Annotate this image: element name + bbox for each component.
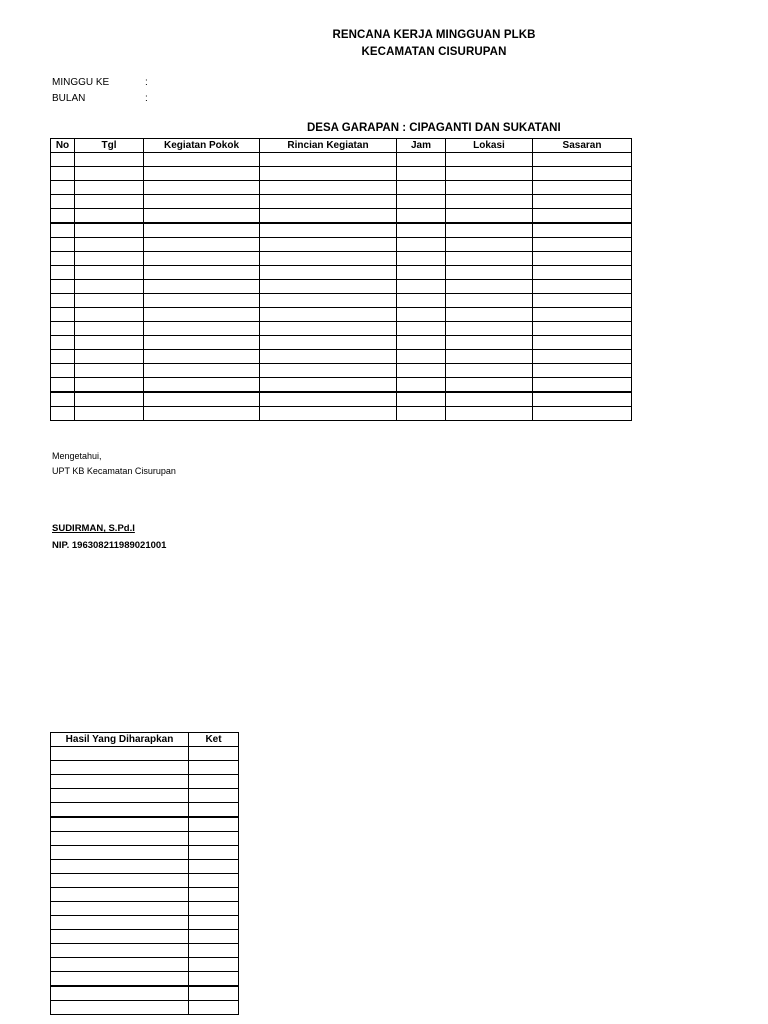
- table-cell: [189, 860, 239, 874]
- table-cell: [533, 223, 632, 238]
- table-cell: [446, 294, 533, 308]
- table-row: [51, 308, 632, 322]
- table-cell: [446, 252, 533, 266]
- header-rincian-kegiatan: Rincian Kegiatan: [260, 139, 397, 153]
- table-row: [51, 902, 239, 916]
- table-cell: [51, 888, 189, 902]
- table-cell: [260, 153, 397, 167]
- table-cell: [51, 364, 75, 378]
- table-cell: [75, 322, 144, 336]
- table-cell: [144, 280, 260, 294]
- table-cell: [446, 392, 533, 407]
- table-cell: [51, 209, 75, 224]
- table-cell: [533, 378, 632, 393]
- table-cell: [144, 294, 260, 308]
- table-row: [51, 888, 239, 902]
- table-cell: [397, 252, 446, 266]
- table-cell: [51, 916, 189, 930]
- table-cell: [260, 336, 397, 350]
- table-cell: [51, 775, 189, 789]
- table-cell: [51, 761, 189, 775]
- table-cell: [189, 775, 239, 789]
- table-cell: [260, 280, 397, 294]
- table-cell: [397, 195, 446, 209]
- table-row: [51, 266, 632, 280]
- table-row: [51, 944, 239, 958]
- table-cell: [51, 350, 75, 364]
- table-cell: [446, 378, 533, 393]
- table-cell: [189, 761, 239, 775]
- table-row: [51, 972, 239, 987]
- table-cell: [51, 874, 189, 888]
- table-cell: [75, 364, 144, 378]
- table-cell: [51, 832, 189, 846]
- table-cell: [75, 294, 144, 308]
- table-cell: [51, 902, 189, 916]
- table-row: [51, 832, 239, 846]
- signatory-nip: NIP. 196308211989021001: [52, 540, 167, 551]
- table-cell: [75, 392, 144, 407]
- table-cell: [51, 930, 189, 944]
- table-cell: [189, 888, 239, 902]
- table-cell: [533, 336, 632, 350]
- table-row: [51, 1001, 239, 1015]
- table-row: [51, 223, 632, 238]
- table-cell: [260, 181, 397, 195]
- table-cell: [75, 167, 144, 181]
- table-cell: [51, 803, 189, 818]
- expected-results-table: [50, 732, 239, 1015]
- table-cell: [144, 181, 260, 195]
- table-cell: [189, 958, 239, 972]
- table-row: [51, 209, 632, 224]
- table-cell: [51, 972, 189, 987]
- table-cell: [51, 266, 75, 280]
- table-cell: [397, 209, 446, 224]
- table-cell: [189, 972, 239, 987]
- table-cell: [397, 308, 446, 322]
- table-cell: [260, 364, 397, 378]
- table-cell: [51, 336, 75, 350]
- table-cell: [189, 986, 239, 1001]
- title-line-1: RENCANA KERJA MINGGUAN PLKB: [332, 29, 536, 41]
- table-cell: [260, 209, 397, 224]
- table-cell: [446, 209, 533, 224]
- table-cell: [533, 181, 632, 195]
- table-cell: [51, 252, 75, 266]
- table-cell: [75, 238, 144, 252]
- table-cell: [144, 223, 260, 238]
- table-row: [51, 378, 632, 393]
- table-cell: [51, 846, 189, 860]
- header-no: No: [51, 139, 75, 153]
- table-row: [51, 747, 239, 761]
- table-cell: [189, 789, 239, 803]
- table-cell: [260, 308, 397, 322]
- table-row: [51, 930, 239, 944]
- table-cell: [446, 364, 533, 378]
- upt-kb-text: UPT KB Kecamatan Cisurupan: [52, 466, 176, 476]
- table-cell: [75, 223, 144, 238]
- table-row: [51, 252, 632, 266]
- table-cell: [533, 195, 632, 209]
- table-cell: [189, 817, 239, 832]
- table-cell: [189, 930, 239, 944]
- table-cell: [144, 407, 260, 421]
- table-row: [51, 916, 239, 930]
- table-cell: [397, 238, 446, 252]
- table-cell: [144, 266, 260, 280]
- table-cell: [397, 378, 446, 393]
- table-cell: [260, 407, 397, 421]
- table-cell: [446, 280, 533, 294]
- table-cell: [75, 195, 144, 209]
- table-row: [51, 803, 239, 818]
- table-row: [51, 874, 239, 888]
- table-cell: [75, 308, 144, 322]
- table-cell: [533, 322, 632, 336]
- table-cell: [260, 223, 397, 238]
- table-row: [51, 986, 239, 1001]
- table-cell: [75, 252, 144, 266]
- table-row: [51, 195, 632, 209]
- table-cell: [51, 322, 75, 336]
- table-cell: [51, 294, 75, 308]
- table-cell: [446, 195, 533, 209]
- table-cell: [51, 407, 75, 421]
- table-row: [51, 167, 632, 181]
- table-cell: [75, 378, 144, 393]
- table-cell: [51, 223, 75, 238]
- table-cell: [144, 336, 260, 350]
- table-row: [51, 181, 632, 195]
- table-cell: [446, 167, 533, 181]
- header-lokasi: Lokasi: [446, 139, 533, 153]
- table-cell: [260, 322, 397, 336]
- table-cell: [51, 1001, 189, 1015]
- table-cell: [397, 336, 446, 350]
- header-hasil: Hasil Yang Diharapkan: [51, 733, 189, 747]
- table-cell: [260, 294, 397, 308]
- table-cell: [189, 874, 239, 888]
- table-cell: [51, 986, 189, 1001]
- table-cell: [397, 322, 446, 336]
- table-cell: [144, 195, 260, 209]
- table-row: [51, 407, 632, 421]
- header-ket: Ket: [189, 733, 239, 747]
- table-cell: [144, 252, 260, 266]
- header-tgl: Tgl: [75, 139, 144, 153]
- table-cell: [144, 392, 260, 407]
- mengetahui-text: Mengetahui,: [52, 451, 102, 461]
- table-cell: [446, 181, 533, 195]
- table-cell: [397, 167, 446, 181]
- table-row: [51, 322, 632, 336]
- table-cell: [51, 817, 189, 832]
- table-cell: [144, 167, 260, 181]
- table-cell: [397, 223, 446, 238]
- table-cell: [189, 902, 239, 916]
- table-row: [51, 238, 632, 252]
- table-cell: [51, 167, 75, 181]
- table-cell: [446, 266, 533, 280]
- table-row: [51, 336, 632, 350]
- table-cell: [144, 350, 260, 364]
- table-cell: [75, 181, 144, 195]
- table-cell: [397, 350, 446, 364]
- table-cell: [533, 209, 632, 224]
- table-cell: [260, 378, 397, 393]
- table-cell: [189, 832, 239, 846]
- table-cell: [51, 860, 189, 874]
- table-cell: [397, 181, 446, 195]
- table-cell: [533, 266, 632, 280]
- table-row: [51, 294, 632, 308]
- desa-garapan: DESA GARAPAN : CIPAGANTI DAN SUKATANI: [307, 122, 561, 134]
- table-cell: [189, 747, 239, 761]
- table-cell: [397, 280, 446, 294]
- table-cell: [533, 153, 632, 167]
- table-row: [51, 789, 239, 803]
- table-cell: [51, 958, 189, 972]
- table-cell: [75, 266, 144, 280]
- work-plan-table: [50, 138, 632, 421]
- table-cell: [75, 350, 144, 364]
- table-cell: [446, 336, 533, 350]
- table-cell: [260, 195, 397, 209]
- table-row: [51, 775, 239, 789]
- table-cell: [144, 364, 260, 378]
- table-row: [51, 958, 239, 972]
- table-cell: [446, 223, 533, 238]
- table-cell: [51, 195, 75, 209]
- table-cell: [446, 238, 533, 252]
- header-sasaran: Sasaran: [533, 139, 632, 153]
- table-cell: [446, 153, 533, 167]
- table-cell: [189, 846, 239, 860]
- table-cell: [397, 407, 446, 421]
- table-cell: [51, 308, 75, 322]
- table-row: [51, 350, 632, 364]
- table-cell: [51, 378, 75, 393]
- table-cell: [75, 407, 144, 421]
- table-cell: [260, 350, 397, 364]
- title-line-2: KECAMATAN CISURUPAN: [361, 46, 507, 58]
- bulan-label: BULAN: [52, 93, 86, 104]
- table-cell: [51, 944, 189, 958]
- table-cell: [144, 209, 260, 224]
- table-cell: [144, 308, 260, 322]
- table-row: [51, 364, 632, 378]
- table-cell: [533, 308, 632, 322]
- table-cell: [533, 350, 632, 364]
- table-cell: [397, 392, 446, 407]
- table-cell: [533, 294, 632, 308]
- table-cell: [446, 308, 533, 322]
- signatory-name: SUDIRMAN, S.Pd.I: [52, 523, 135, 534]
- table-cell: [51, 789, 189, 803]
- header-kegiatan-pokok: Kegiatan Pokok: [144, 139, 260, 153]
- table-cell: [260, 266, 397, 280]
- minggu-colon: :: [145, 77, 148, 88]
- table-cell: [533, 238, 632, 252]
- table-cell: [189, 803, 239, 818]
- table-row: [51, 761, 239, 775]
- table-row: [51, 153, 632, 167]
- minggu-label: MINGGU KE: [52, 77, 110, 88]
- table-cell: [189, 916, 239, 930]
- table-cell: [144, 378, 260, 393]
- table-row: [51, 280, 632, 294]
- table-cell: [51, 181, 75, 195]
- table-cell: [260, 238, 397, 252]
- table-cell: [397, 266, 446, 280]
- table-cell: [75, 209, 144, 224]
- table-cell: [144, 322, 260, 336]
- table-cell: [446, 322, 533, 336]
- table-cell: [260, 392, 397, 407]
- table-cell: [533, 167, 632, 181]
- table-cell: [75, 336, 144, 350]
- table-row: [51, 392, 632, 407]
- table-row: [51, 860, 239, 874]
- table-cell: [397, 364, 446, 378]
- table-cell: [397, 153, 446, 167]
- table-cell: [533, 252, 632, 266]
- table-row: [51, 817, 239, 832]
- header-jam: Jam: [397, 139, 446, 153]
- table-cell: [189, 944, 239, 958]
- table-row: [51, 846, 239, 860]
- table-cell: [144, 153, 260, 167]
- table-cell: [51, 392, 75, 407]
- table-cell: [533, 392, 632, 407]
- table-cell: [397, 294, 446, 308]
- table-cell: [51, 153, 75, 167]
- table-cell: [533, 407, 632, 421]
- table-cell: [533, 364, 632, 378]
- table-cell: [446, 350, 533, 364]
- bulan-colon: :: [145, 93, 148, 104]
- table-cell: [75, 153, 144, 167]
- table-cell: [189, 1001, 239, 1015]
- table-cell: [51, 747, 189, 761]
- table-cell: [446, 407, 533, 421]
- table-cell: [51, 280, 75, 294]
- table-cell: [533, 280, 632, 294]
- table-cell: [260, 252, 397, 266]
- table-cell: [51, 238, 75, 252]
- table-cell: [75, 280, 144, 294]
- table-cell: [144, 238, 260, 252]
- table-cell: [260, 167, 397, 181]
